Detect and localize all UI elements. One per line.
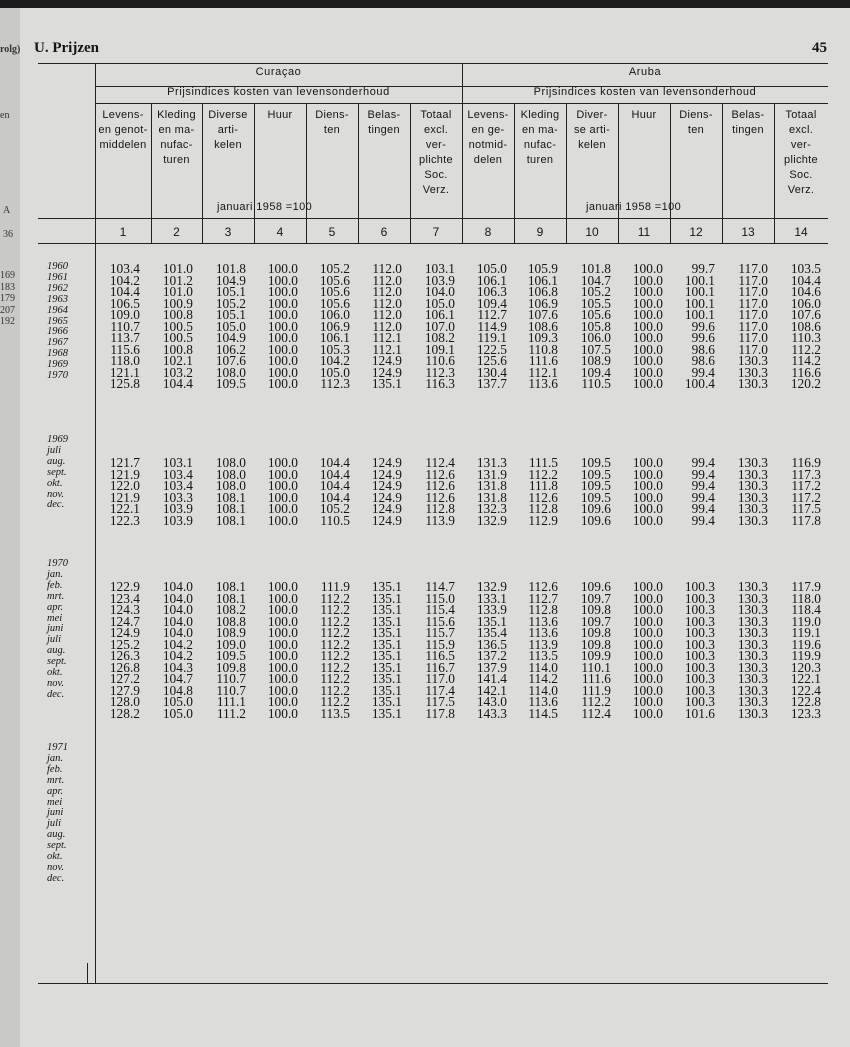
column-number-7: 7 [432, 225, 440, 239]
column-header-3: Diverse arti- kelen [208, 109, 248, 151]
column-number-2: 2 [173, 225, 180, 239]
values-col-4-block-2: 100.0 100.0 100.0 100.0 100.0 100.0 [267, 455, 298, 528]
column-number-12: 12 [689, 225, 703, 239]
values-col-8-block-2: 131.3 131.9 131.8 131.8 132.3 132.9 [476, 455, 507, 528]
values-col-4-block-1: 100.0 100.0 100.0 100.0 100.0 100.0 100.0 100.0 100.0 100.0 100.0 [267, 261, 298, 392]
values-col-13-block-2: 130.3 130.3 130.3 130.3 130.3 130.3 [737, 455, 768, 528]
values-col-3-block-1: 101.8 104.9 105.1 105.2 105.1 105.0 104.9 106.2 107.6 108.0 109.5 [215, 261, 246, 392]
margin-number: 179 [0, 293, 15, 305]
values-col-8-block-3: 132.9 133.1 133.9 135.1 135.4 136.5 137.2 137.9 141.4 142.1 143.0 143.3 [476, 579, 507, 722]
values-col-8-block-1: 105.0 106.1 106.3 109.4 112.7 114.9 119.1 122.5 125.6 130.4 137.7 [476, 261, 507, 392]
column-header-1: Levens- en genot- middelen [98, 109, 148, 151]
values-col-4-block-3: 100.0 100.0 100.0 100.0 100.0 100.0 100.0 100.0 100.0 100.0 100.0 100.0 [267, 579, 298, 722]
column-number-3: 3 [224, 225, 232, 239]
section-title: U. Prijzen [34, 40, 99, 56]
column-header-13: Belas- tingen [731, 109, 765, 136]
margin-number: 183 [0, 281, 15, 293]
column-header-12: Diens- ten [679, 109, 713, 136]
values-col-9-block-3: 112.6 112.7 112.8 113.6 113.6 113.9 113.5 114.0 114.2 114.0 113.6 114.5 [528, 579, 558, 722]
column-header-9: Kleding en ma- nufac- turen [520, 109, 560, 166]
values-col-1-block-3: 122.9 123.4 124.3 124.7 124.9 125.2 126.3 126.8 127.2 127.9 128.0 128.2 [109, 579, 140, 722]
margin-number: 169 [0, 270, 15, 281]
values-col-10-block-3: 109.6 109.7 109.8 109.7 109.8 109.8 109.9 110.1 111.6 111.9 112.2 112.4 [580, 579, 611, 722]
values-col-13-block-3: 130.3 130.3 130.3 130.3 130.3 130.3 130.3 130.3 130.3 130.3 130.3 130.3 [737, 579, 768, 722]
column-header-14: Totaal excl. ver- plichte Soc. Verz. [784, 109, 818, 196]
column-number-14: 14 [794, 225, 808, 239]
values-col-12-block-2: 99.4 99.4 99.4 99.4 99.4 99.4 [691, 455, 715, 528]
column-header-2: Kleding en ma- nufac- turen [157, 109, 196, 166]
colnum-rule [38, 243, 828, 244]
row-labels-block-2: 1969 juli aug. sept. okt. nov. dec. [47, 434, 68, 511]
subtitle-aruba: Prijsindices kosten van levensonderhoud [533, 86, 757, 98]
values-col-9-block-2: 111.5 112.2 111.8 112.6 112.8 112.9 [528, 455, 558, 528]
values-col-6-block-1: 112.0 112.0 112.0 112.0 112.0 112.0 112.1 112.1 124.9 124.9 135.1 [371, 261, 402, 392]
column-number-5: 5 [328, 225, 336, 239]
adjacent-page-edge [0, 8, 20, 1047]
values-col-2-block-3: 104.0 104.0 104.0 104.0 104.0 104.2 104.2 104.3 104.7 104.8 105.0 105.0 [162, 579, 193, 722]
column-header-6: Belas- tingen [367, 109, 401, 136]
header-rule [38, 218, 828, 219]
values-col-14-block-2: 116.9 117.3 117.2 117.2 117.5 117.8 [791, 455, 821, 528]
values-col-9-block-1: 105.9 106.1 106.8 106.9 107.6 108.6 109.3 110.8 111.6 112.1 113.6 [527, 261, 558, 392]
values-col-10-block-2: 109.5 109.5 109.5 109.5 109.6 109.6 [580, 455, 611, 528]
subtitle-curacao: Prijsindices kosten van levensonderhoud [167, 86, 390, 98]
values-col-6-block-3: 135.1 135.1 135.1 135.1 135.1 135.1 135.1 135.1 135.1 135.1 135.1 135.1 [371, 579, 402, 722]
column-header-8: Levens- en ge- notmid- delen [467, 109, 509, 166]
values-col-2-block-1: 101.0 101.2 101.0 100.9 100.8 100.5 100.5 100.8 102.1 103.2 104.4 [162, 261, 193, 392]
region-curacao: Curaçao [255, 66, 302, 78]
region-aruba: Aruba [628, 66, 662, 78]
values-col-7-block-2: 112.4 112.6 112.6 112.6 112.8 113.9 [425, 455, 455, 528]
column-number-11: 11 [637, 225, 651, 239]
values-col-5-block-3: 111.9 112.2 112.2 112.2 112.2 112.2 112.2 112.2 112.2 112.2 112.2 113.5 [320, 579, 350, 722]
values-col-7-block-1: 103.1 103.9 104.0 105.0 106.1 107.0 108.2 109.1 110.6 112.3 116.3 [424, 261, 455, 392]
margin-number: 192 [0, 316, 15, 328]
row-labels-block-4: 1971 jan. feb. mrt. apr. mei juni juli aug. sept. okt. nov. dec. [47, 742, 68, 884]
values-col-12-block-1: 99.7 100.1 100.1 100.1 100.1 99.6 99.6 98.6 98.6 99.4 100.4 [684, 261, 715, 392]
margin-fragment-en: en [0, 110, 10, 121]
column-number-8: 8 [484, 225, 492, 239]
values-col-12-block-3: 100.3 100.3 100.3 100.3 100.3 100.3 100.3 100.3 100.3 100.3 100.3 101.6 [684, 579, 715, 722]
values-col-11-block-2: 100.0 100.0 100.0 100.0 100.0 100.0 [632, 455, 663, 528]
column-header-5: Diens- ten [315, 109, 349, 136]
bottom-rule [38, 983, 828, 984]
values-col-10-block-1: 101.8 104.7 105.2 105.5 105.6 105.8 106.0 107.5 108.9 109.4 110.5 [580, 261, 611, 392]
column-number-9: 9 [536, 225, 544, 239]
column-header-11: Huur [631, 109, 657, 121]
column-divider [254, 103, 255, 243]
margin-fragment-a: A [3, 205, 11, 216]
column-number-10: 10 [585, 225, 599, 239]
column-header-10: Diver- se arti- kelen [573, 109, 611, 151]
column-number-1: 1 [119, 225, 127, 239]
top-rule [38, 63, 828, 64]
row-labels-block-1: 1960 1961 1962 1963 1964 1965 1966 1967 1968 1969 1970 [47, 261, 68, 382]
values-col-14-block-1: 103.5 104.4 104.6 106.0 107.6 108.6 110.3 112.2 114.2 116.6 120.2 [790, 261, 821, 392]
page-number: 45 [812, 40, 827, 56]
values-col-1-block-2: 121.7 121.9 122.0 121.9 122.1 122.3 [109, 455, 140, 528]
values-col-3-block-3: 108.1 108.1 108.2 108.8 108.9 109.0 109.5 109.8 110.7 110.7 111.1 111.2 [215, 579, 246, 722]
values-col-5-block-2: 104.4 104.4 104.4 104.4 105.2 110.5 [319, 455, 350, 528]
margin-number: 207 [0, 304, 15, 316]
column-number-6: 6 [380, 225, 388, 239]
values-col-13-block-1: 117.0 117.0 117.0 117.0 117.0 117.0 117.0 117.0 130.3 130.3 130.3 [737, 261, 768, 392]
values-col-11-block-3: 100.0 100.0 100.0 100.0 100.0 100.0 100.0 100.0 100.0 100.0 100.0 100.0 [632, 579, 663, 722]
column-number-13: 13 [741, 225, 755, 239]
values-col-14-block-3: 117.9 118.0 118.4 119.0 119.1 119.6 119.9 120.3 122.1 122.4 122.8 123.3 [790, 579, 821, 722]
column-header-4: Huur [267, 109, 293, 121]
values-col-1-block-1: 103.4 104.2 104.4 106.5 109.0 110.7 113.7 115.6 118.0 121.1 125.8 [109, 261, 140, 392]
values-col-3-block-2: 108.0 108.0 108.0 108.1 108.1 108.1 [215, 455, 246, 528]
margin-fragment-top: rolg) [0, 44, 21, 55]
row-labels-block-3: 1970 jan. feb. mrt. apr. mei juni juli aug. sept. okt. nov. dec. [47, 558, 68, 700]
base-label-aruba: januari 1958 =100 [586, 201, 682, 213]
values-col-7-block-3: 114.7 115.0 115.4 115.6 115.7 115.9 116.5 116.7 117.0 117.4 117.5 117.8 [425, 579, 455, 722]
column-number-4: 4 [276, 225, 284, 239]
values-col-2-block-2: 103.1 103.4 103.4 103.3 103.9 103.9 [162, 455, 193, 528]
bottom-left-tick [87, 963, 88, 983]
base-label-curacao: januari 1958 =100 [217, 201, 313, 213]
values-col-5-block-1: 105.2 105.6 105.6 105.6 106.0 106.9 106.1 105.3 104.2 105.0 112.3 [319, 261, 350, 392]
values-col-6-block-2: 124.9 124.9 124.9 124.9 124.9 124.9 [371, 455, 402, 528]
margin-fragment-36: 36 [3, 229, 13, 240]
column-divider [618, 103, 619, 243]
values-col-11-block-1: 100.0 100.0 100.0 100.0 100.0 100.0 100.0 100.0 100.0 100.0 100.0 [632, 261, 663, 392]
column-header-7: Totaal excl. ver- plichte Soc. Verz. [419, 109, 453, 196]
